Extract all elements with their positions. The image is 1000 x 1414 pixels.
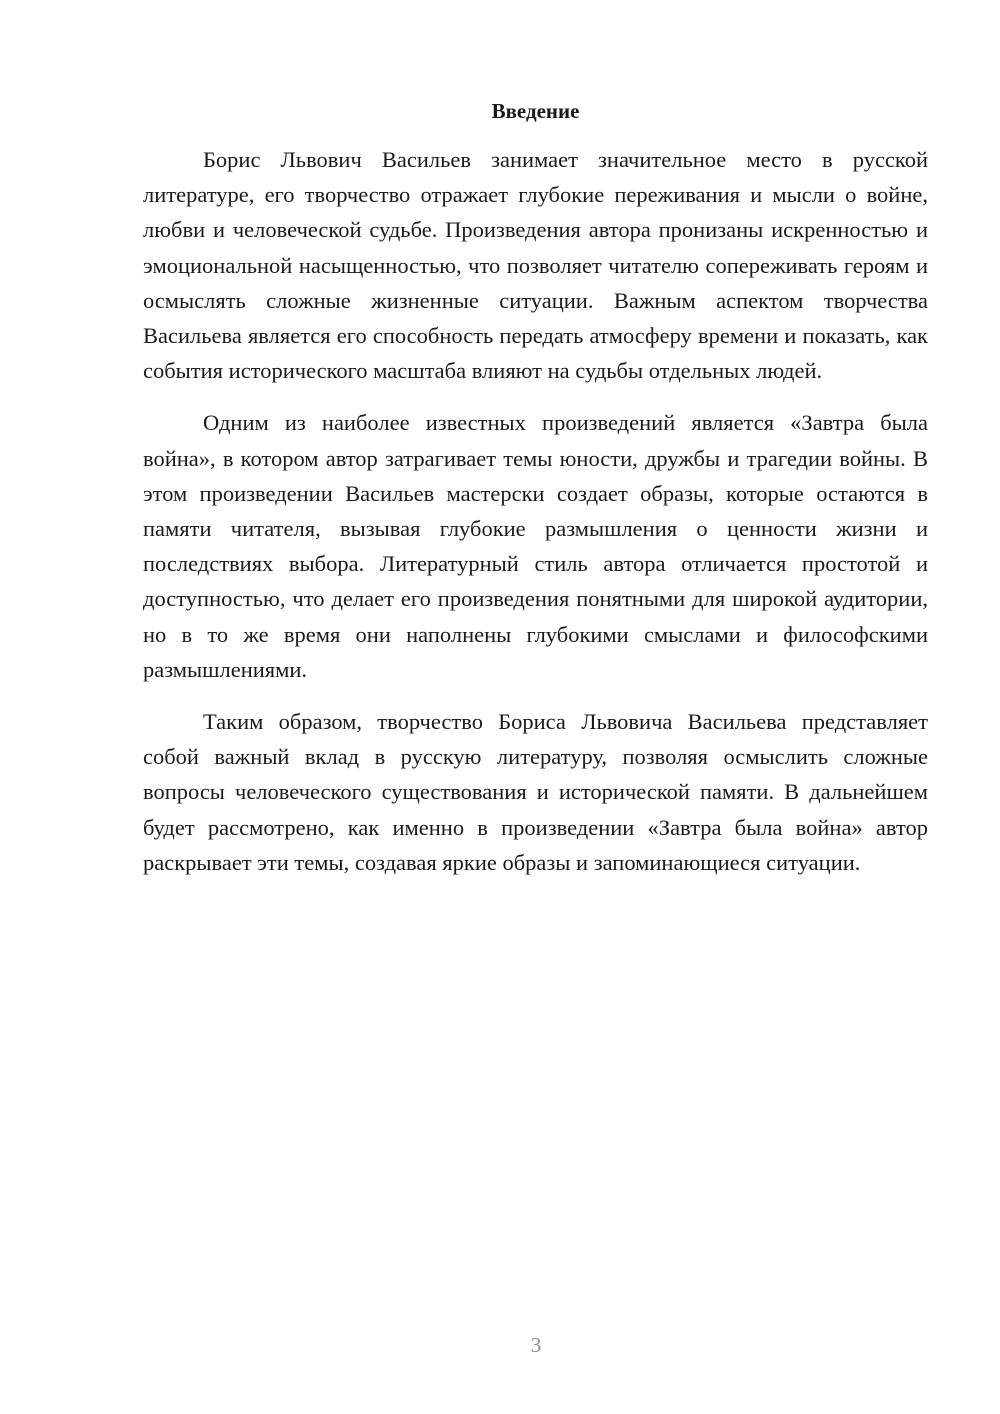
section-heading: Введение bbox=[491, 99, 580, 123]
paragraph-1: Борис Львович Васильев занимает значительное место в русской литературе, его творчество отражает глубокие переживания и мысли о войне, любви и человеческой судьбе. Произведения автора пронизаны искренностью и эмоциональной насыщенностью, что позволяет читателю сопереживать героям и осмыслять сложные жизненные ситуации. Важным аспектом творчества Васильева является его способность передать атмосферу времени и показать, как события исторического масштаба влияют на судьбы отдельных людей. bbox=[143, 147, 928, 384]
paragraph-2: Одним из наиболее известных произведений является «Завтра была война», в котором автор затрагивает темы юности, дружбы и трагедии войны. В этом произведении Васильев мастерски создает образы, которые остаются в памяти читателя, вызывая глубокие размышления о ценности жизни и последствиях выбора. Литературный стиль автора отличается простотой и доступностью, что делает его произведения понятными для широкой аудитории, но в то же время они наполнены глубокими смыслами и философскими размышлениями. bbox=[143, 410, 928, 682]
paragraph-3: Таким образом, творчество Бориса Львовича Васильева представляет собой важный вклад в русскую литературу, позволяя осмыслить сложные вопросы человеческого существования и исторической памяти. В дальнейшем будет рассмотрено, как именно в произведении «Завтра была война» автор раскрывает эти темы, создавая яркие образы и запоминающиеся ситуации. bbox=[143, 709, 928, 875]
page-number: 3 bbox=[530, 1333, 542, 1357]
body-text bbox=[143, 142, 928, 897]
